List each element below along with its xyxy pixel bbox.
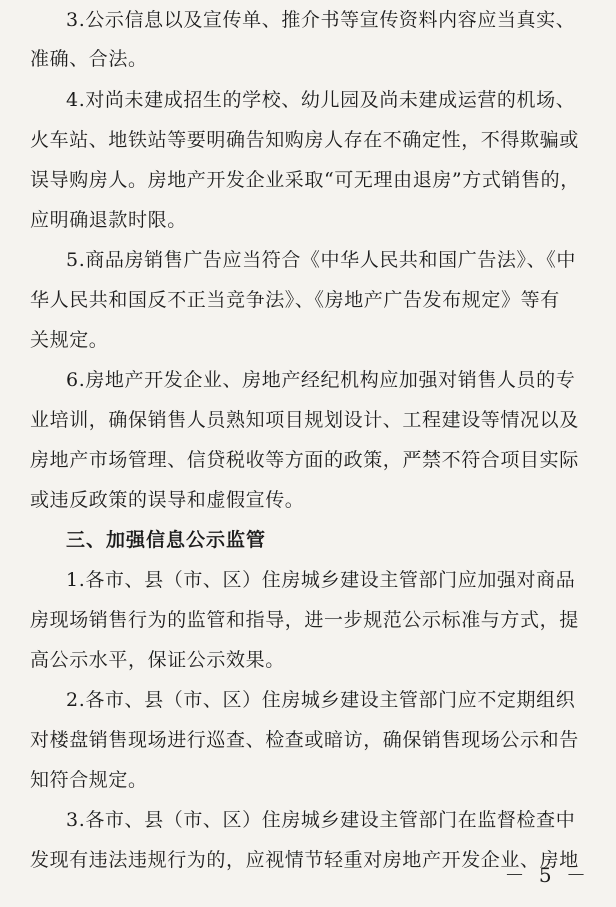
paragraph-3-line-2: 准确、合法。 — [30, 48, 148, 70]
section-1-paragraph-1-line-1: 1.各市、县（市、区）住房城乡建设主管部门应加强对商品 — [66, 569, 576, 591]
paragraph-6-line-1: 6.房地产开发企业、房地产经纪机构应加强对销售人员的专 — [66, 369, 576, 391]
paragraph-6-line-4: 或违反政策的误导和虚假宣传。 — [30, 489, 305, 511]
paragraph-4-line-1: 4.对尚未建成招生的学校、幼儿园及尚未建成运营的机场、 — [66, 89, 576, 111]
paragraph-5-line-1: 5.商品房销售广告应当符合《中华人民共和国广告法》、《中 — [66, 249, 576, 271]
paragraph-5-line-2: 华人民共和国反不正当竞争法》、《房地产广告发布规定》等有 — [30, 289, 560, 311]
paragraph-3-line-1: 3.公示信息以及宣传单、推介书等宣传资料内容应当真实、 — [66, 9, 576, 31]
section-1-paragraph-2-line-3: 知符合规定。 — [30, 769, 148, 791]
section-1-paragraph-2-line-1: 2.各市、县（市、区）住房城乡建设主管部门应不定期组织 — [66, 689, 576, 711]
page-number: － 5 － — [504, 863, 590, 887]
paragraph-6-line-2: 业培训，确保销售人员熟知项目规划设计、工程建设等情况以及 — [30, 409, 579, 431]
section-1-paragraph-2-line-2: 对楼盘销售现场进行巡查、检查或暗访，确保销售现场公示和告 — [30, 729, 579, 751]
paragraph-4-line-2: 火车站、地铁站等要明确告知购房人存在不确定性，不得欺骗或 — [30, 129, 579, 151]
section-1-paragraph-3-line-1: 3.各市、县（市、区）住房城乡建设主管部门在监督检查中 — [66, 809, 576, 831]
paragraph-4-line-3: 误导购房人。房地产开发企业采取“可无理由退房”方式销售的， — [30, 169, 580, 191]
section-1-paragraph-1-line-3: 高公示水平，保证公示效果。 — [30, 649, 285, 671]
section-1-paragraph-3-line-2: 发现有违法违规行为的，应视情节轻重对房地产开发企业、房地 — [30, 849, 579, 871]
paragraph-5-line-3: 关规定。 — [30, 329, 109, 351]
section-heading: 三、加强信息公示监管 — [66, 529, 267, 551]
section-1-paragraph-1-line-2: 房现场销售行为的监管和指导，进一步规范公示标准与方式，提 — [30, 609, 579, 631]
paragraph-4-line-4: 应明确退款时限。 — [30, 209, 187, 231]
paragraph-6-line-3: 房地产市场管理、信贷税收等方面的政策，严禁不符合项目实际 — [30, 449, 579, 471]
